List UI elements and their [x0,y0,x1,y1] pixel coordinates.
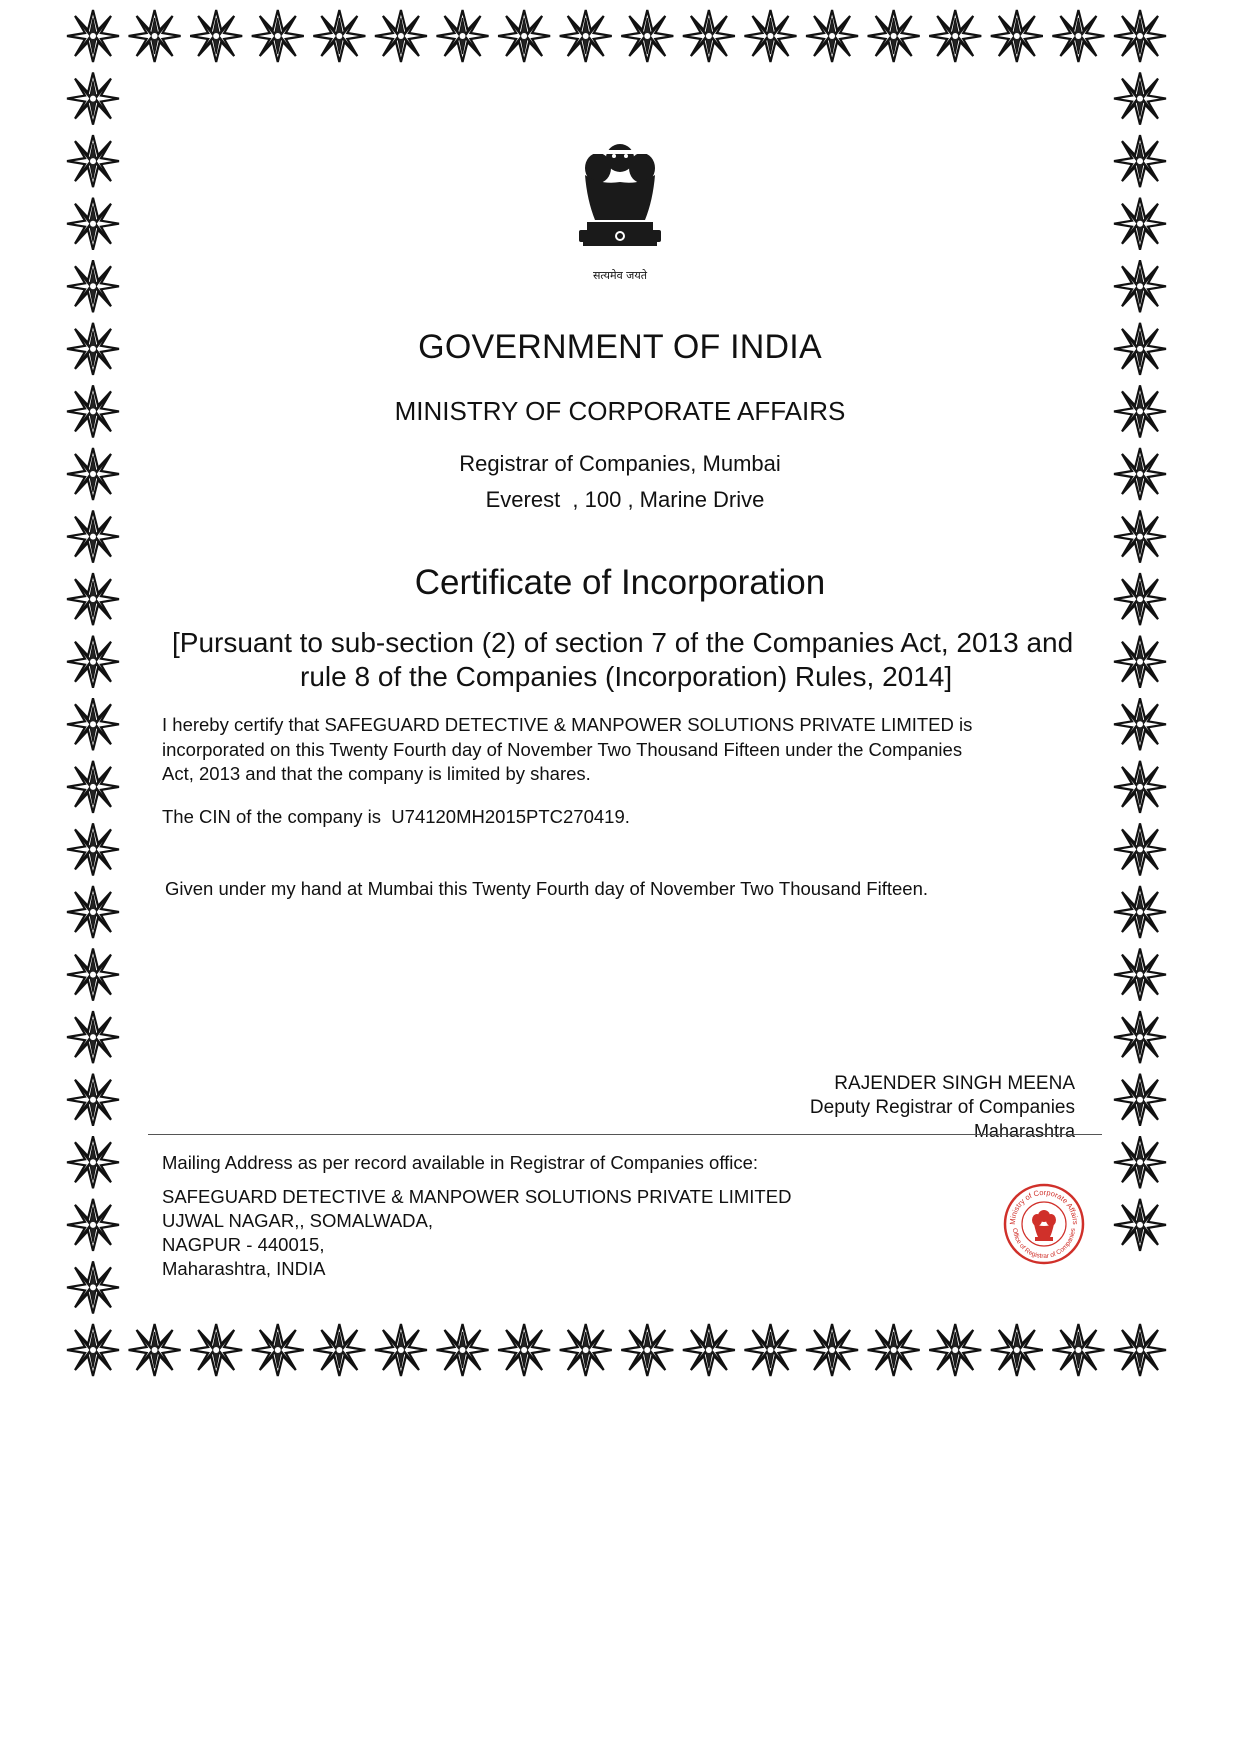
border-star-icon [991,10,1043,62]
border-star-icon [1052,10,1104,62]
border-star-icon [67,511,119,563]
registrar-address: Everest , 100 , Marine Drive [485,487,765,512]
mailing-line-4: Maharashtra, INDIA [162,1258,326,1279]
border-star-icon [498,10,550,62]
border-star-icon [67,636,119,688]
cin-statement: The CIN of the company is U74120MH2015PTC270419. [162,806,630,827]
border-star-icon [129,10,181,62]
border-star-icon [560,1324,612,1376]
border-star-icon [560,10,612,62]
border-star-icon [67,73,119,125]
signatory-state: Maharashtra [973,1121,1075,1141]
signatory-designation: Deputy Registrar of Companies [809,1097,1075,1118]
border-star-icon [375,10,427,62]
border-star-icon [67,135,119,187]
border-star-icon [313,1324,365,1376]
border-star-icon [929,1324,981,1376]
border-star-icon [1052,1324,1104,1376]
border-star-icon [67,1136,119,1188]
certificate-body-line-2: incorporated on this Twenty Fourth day of November Two Thousand Fifteen under the Companies [162,739,963,760]
border-star-icon [806,10,858,62]
border-star-icon [375,1324,427,1376]
pursuant-line-2: rule 8 of the Companies (Incorporation) Rules, 2014] [300,661,953,692]
border-star-icon [67,1074,119,1126]
border-star-icon [437,10,489,62]
border-star-icon [67,698,119,750]
border-star-icon [1114,636,1166,688]
border-star-icon [252,10,304,62]
mailing-line-2: UJWAL NAGAR,, SOMALWADA, [162,1210,434,1231]
divider-line [148,1134,1102,1135]
border-star-icon [67,260,119,312]
border-star-icon [621,10,673,62]
border-star-icon [1114,1199,1166,1251]
border-star-icon [1114,511,1166,563]
border-star-icon [1114,1074,1166,1126]
border-star-icon [67,949,119,1001]
border-star-icon [1114,198,1166,250]
border-star-icon [313,10,365,62]
border-star-icon [1114,1011,1166,1063]
border-star-icon [67,1199,119,1251]
border-star-icon [252,1324,304,1376]
certificate-body-line-1: I hereby certify that SAFEGUARD DETECTIVE & MANPOWER SOLUTIONS PRIVATE LIMITED is [162,714,973,735]
border-star-icon [67,1011,119,1063]
pursuant-line-1: [Pursuant to sub-section (2) of section 7 of the Companies Act, 2013 and [172,627,1074,658]
border-star-icon [991,1324,1043,1376]
border-star-icon [744,1324,796,1376]
border-star-icon [1114,1136,1166,1188]
border-star-icon [1114,10,1166,62]
border-star-icon [1114,949,1166,1001]
border-star-icon [67,1261,119,1313]
border-star-icon [1114,260,1166,312]
border-star-icon [1114,1324,1166,1376]
border-star-icon [621,1324,673,1376]
border-star-icon [806,1324,858,1376]
border-star-icon [1114,886,1166,938]
mailing-heading: Mailing Address as per record available in Registrar of Companies office: [162,1152,759,1173]
border-star-icon [129,1324,181,1376]
emblem-motto: सत्यमेव जयते [592,269,647,282]
border-star-icon [67,198,119,250]
border-star-icon [498,1324,550,1376]
seal-ring-text-top: Ministry of Corporate Affairs [1007,1187,1081,1225]
border-star-icon [1114,698,1166,750]
signatory-name: RAJENDER SINGH MEENA [834,1073,1075,1094]
border-star-icon [868,1324,920,1376]
border-star-icon [67,1324,119,1376]
registrar-office: Registrar of Companies, Mumbai [459,451,781,476]
border-star-icon [67,10,119,62]
certificate-title: Certificate of Incorporation [414,563,826,602]
border-star-icon [67,886,119,938]
border-star-icon [683,1324,735,1376]
border-star-icon [1114,761,1166,813]
border-star-icon [1114,73,1166,125]
certificate-body-line-3: Act, 2013 and that the company is limited by shares. [162,763,591,784]
border-star-icon [1114,135,1166,187]
border-star-icon [683,10,735,62]
national-emblem [565,130,675,280]
border-star-icon [744,10,796,62]
border-star-icon [437,1324,489,1376]
mailing-line-1: SAFEGUARD DETECTIVE & MANPOWER SOLUTIONS PRIVATE LIMITED [162,1186,792,1207]
seal-ring-text-bottom: Office of Registrar of Companies [1010,1227,1078,1261]
government-title: GOVERNMENT OF INDIA [418,328,822,366]
border-star-icon [929,10,981,62]
border-star-icon [868,10,920,62]
border-star-icon [190,10,242,62]
mailing-line-3: NAGPUR - 440015, [162,1234,325,1255]
given-under-hand: Given under my hand at Mumbai this Twenty Fourth day of November Two Thousand Fifteen. [165,878,929,899]
border-star-icon [67,761,119,813]
ministry-title: MINISTRY OF CORPORATE AFFAIRS [394,396,846,426]
registrar-seal [1003,1183,1085,1265]
border-star-icon [190,1324,242,1376]
border-star-icon [67,823,119,875]
border-star-icon [1114,823,1166,875]
